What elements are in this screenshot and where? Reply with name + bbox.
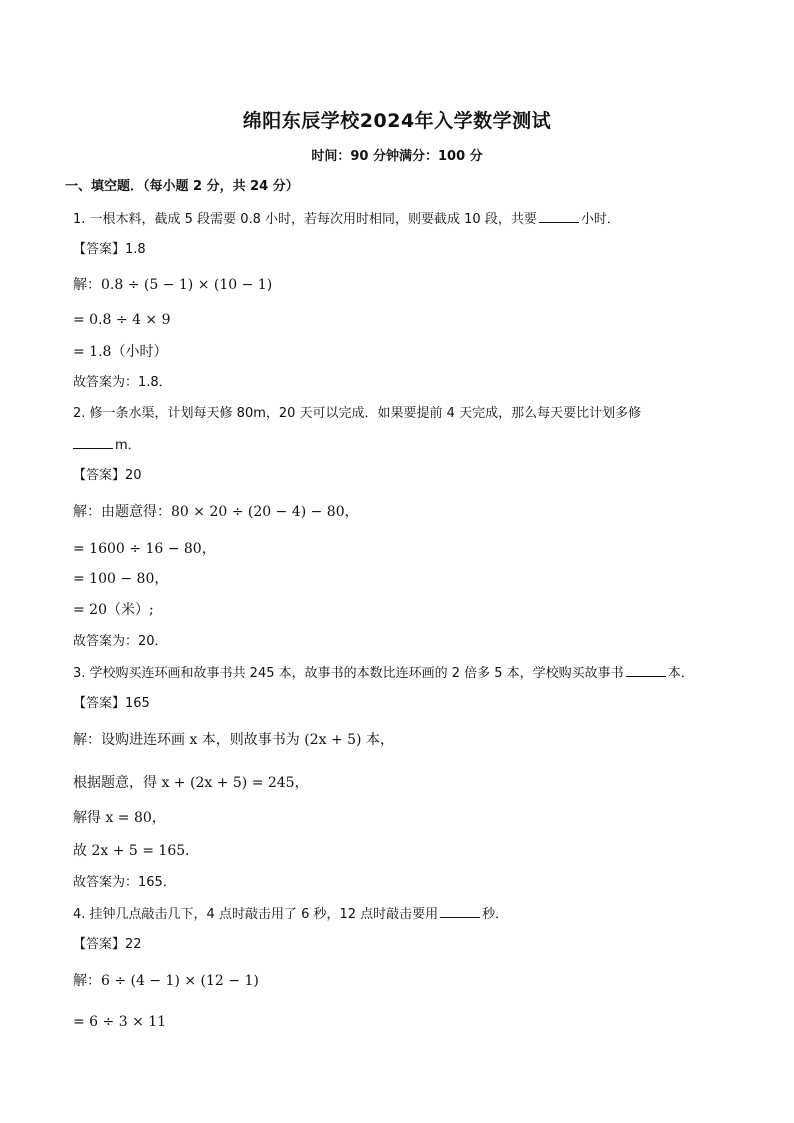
question-2: 2. 修一条水渠，计划每天修 80m，20 天可以完成．如果要提前 4 天完成，那么每天要比计划多修 <box>73 406 642 421</box>
solution-1-step-1: 解：0.8 ÷ (5 − 1) × (10 − 1) <box>73 277 273 293</box>
solution-3-step-1: 解：设购进连环画 x 本，则故事书为 (2x + 5) 本， <box>73 732 394 748</box>
solution-3-step-4: 故 2x + 5 = 165． <box>73 843 200 859</box>
answer-blank <box>440 905 480 918</box>
solution-1-conclusion: 故答案为：1.8． <box>73 375 172 390</box>
answer-blank <box>626 664 666 677</box>
solution-4-step-2: = 6 ÷ 3 × 11 <box>73 1014 167 1030</box>
solution-1-step-2: = 0.8 ÷ 4 × 9 <box>73 312 171 328</box>
solution-3-step-3: 解得 x = 80， <box>73 810 166 826</box>
solution-2-step-2: = 1600 ÷ 16 − 80， <box>73 541 216 557</box>
question-4-text: 4. 挂钟几点敲击几下，4 点时敲击用了 6 秒，12 点时敲击要用 <box>73 907 439 922</box>
question-2-unit: m． <box>115 438 141 453</box>
answer-blank <box>73 436 113 449</box>
question-2-blank-line <box>73 436 141 455</box>
page-title: 绵阳东辰学校2024年入学数学测试 <box>242 110 552 132</box>
solution-3-conclusion: 故答案为：165． <box>73 875 176 890</box>
solution-3-step-2: 根据题意，得 x + (2x + 5) = 245， <box>73 775 309 791</box>
solution-2-conclusion: 故答案为：20． <box>73 634 168 649</box>
solution-1-step-3: = 1.8（小时） <box>73 344 168 360</box>
solution-2-step-4: = 20（米）; <box>73 602 154 618</box>
question-1-text: 1. 一根木料，截成 5 段需要 0.8 小时，若每次用时相同，则要截成 10 段，共要 <box>73 212 537 227</box>
question-4-unit: 秒． <box>482 907 509 922</box>
solution-2-step-1: 解：由题意得：80 × 20 ÷ (20 − 4) − 80， <box>73 504 359 520</box>
answer-3: 【答案】165 <box>73 696 150 711</box>
answer-1: 【答案】1.8 <box>73 242 146 257</box>
section-heading: 一、填空题．（每小题 2 分，共 24 分） <box>65 179 299 194</box>
solution-2-step-3: = 100 − 80， <box>73 571 169 587</box>
page-subtitle: 时间：90 分钟满分：100 分 <box>311 149 483 164</box>
answer-blank <box>539 210 579 223</box>
answer-2: 【答案】20 <box>73 468 142 483</box>
question-4 <box>73 905 508 924</box>
question-1 <box>73 210 620 229</box>
question-3-text: 3. 学校购买连环画和故事书共 245 本，故事书的本数比连环画的 2 倍多 5 本，学校购买故事书 <box>73 666 624 681</box>
question-3 <box>73 664 694 683</box>
question-1-unit: 小时． <box>580 212 620 227</box>
solution-4-step-1: 解：6 ÷ (4 − 1) × (12 − 1) <box>73 973 259 989</box>
question-3-unit: 本． <box>667 666 694 681</box>
answer-4: 【答案】22 <box>73 937 142 952</box>
